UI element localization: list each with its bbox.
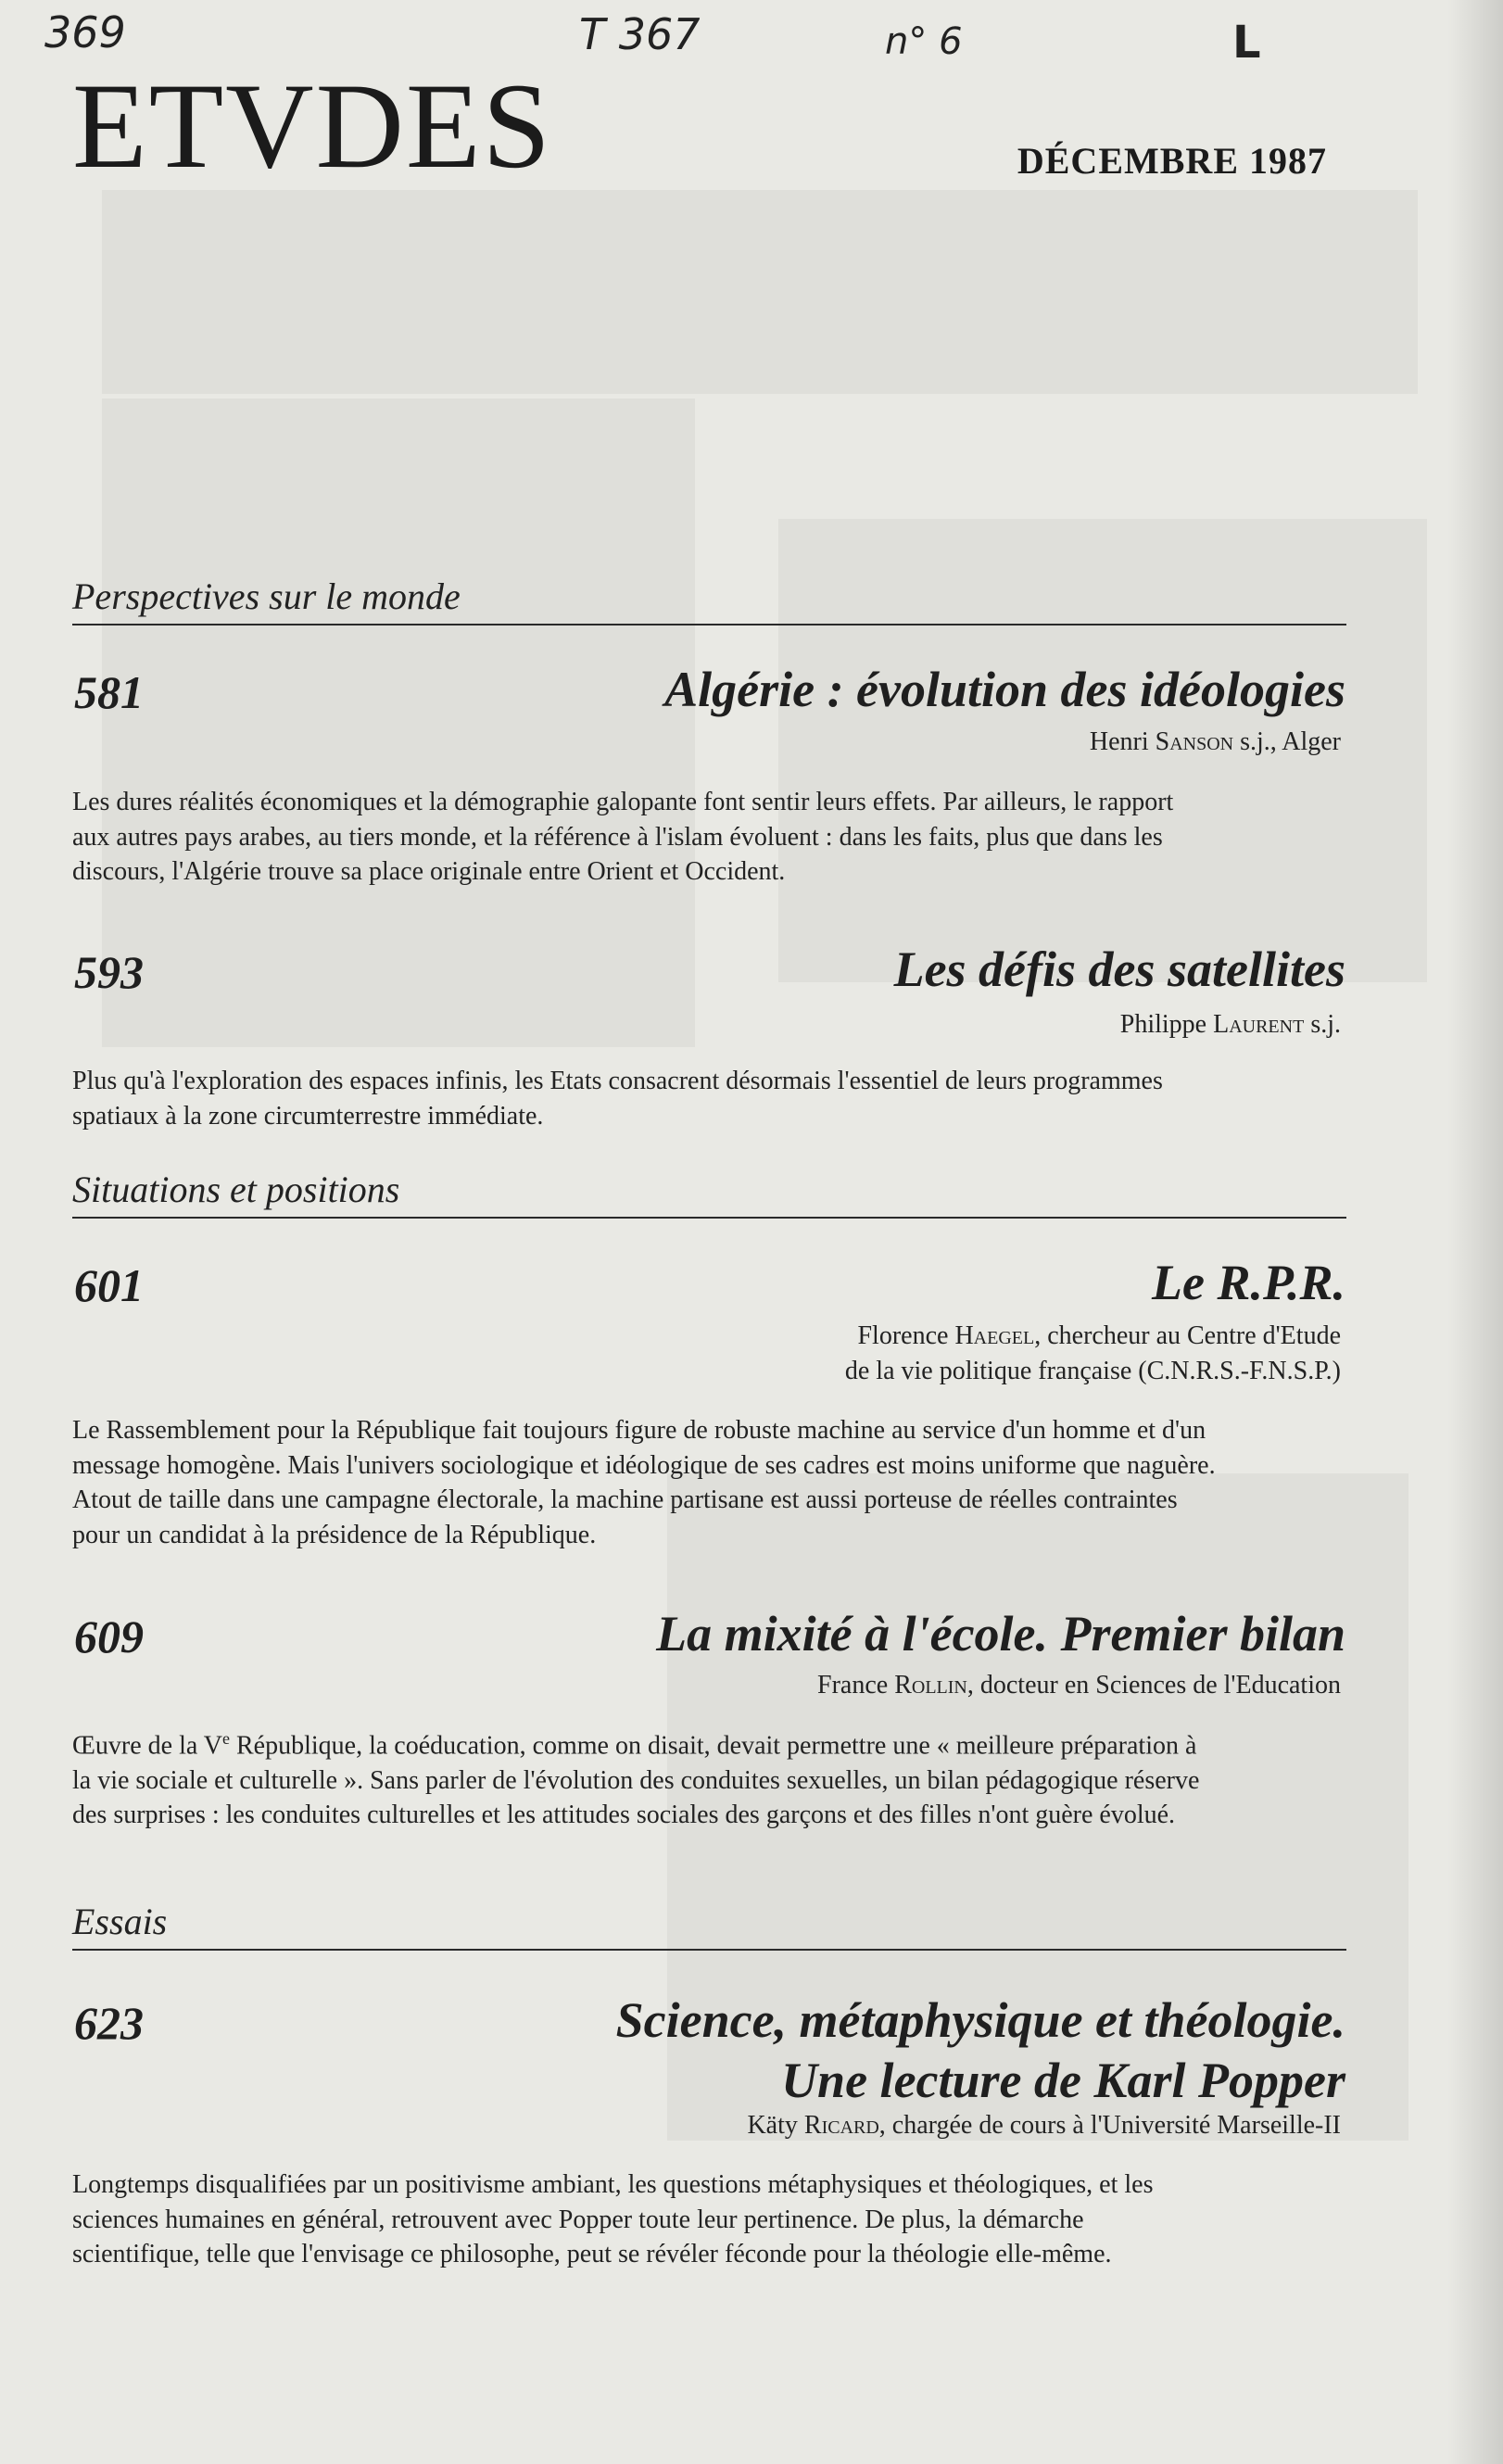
article-summary: Plus qu'à l'exploration des espaces infinis, les Etats consacrent désormais l'essentiel de leurs programmes spatiaux à la zone circumterrestre immédiate. (72, 1067, 1163, 1131)
article-summary: Le Rassemblement pour la République fait toujours figure de robuste machine au service d'un homme et d'un message homogène. Mais l'univers sociologique et idéologique de ses cadres est moins uniforme que naguère. Atout de taille dans une campagne électorale, la machine partisane est aussi porteuse de réelles contraintes pour un candidat à la présidence de la République. (72, 1416, 1216, 1549)
article-author (845, 1319, 1341, 1389)
author-affiliation: , docteur en Sciences de l'Education (966, 1671, 1341, 1700)
author-line (1120, 1007, 1341, 1042)
article-author (1120, 1007, 1341, 1042)
article-title-text: Les défis des satellites (893, 941, 1345, 997)
article-title-line-1: Science, métaphysique et théologie. (615, 1992, 1345, 2048)
author-line (747, 2108, 1341, 2143)
author-line (1090, 725, 1341, 760)
author-name: Philippe (1119, 1010, 1207, 1039)
article-title-text: Le R.P.R. (1151, 1255, 1345, 1310)
article-title (894, 940, 1345, 1000)
article-title-text: La mixité à l'école. Premier bilan (656, 1606, 1345, 1662)
author-affiliation: , chargée de cours à l'Université Marseille-II (878, 2111, 1341, 2140)
author-name: Käty (747, 2111, 798, 2140)
summary-text-rest: République, la coéducation, comme on disait, devait permettre une « meilleure préparation à la vie sociale et culturelle ». Sans parler de l'évolution des conduites sexuelles, un bilan pédagogique réserve des surprises : les conduites culturelles et les attitudes sociales des garçons et des filles n'ont guère évolué. (72, 1731, 1200, 1830)
author-name: France (817, 1671, 889, 1700)
article-summary: Longtemps disqualifiées par un positivisme ambiant, les questions métaphysiques et théologiques, et les sciences humaines en général, retrouvent avec Popper toute leur pertinence. De plus, la démarche scientifique, telle que l'envisage ce philosophe, peut se révéler féconde pour la théologie elle-même. (72, 2170, 1154, 2269)
section-heading-perspectives: Perspectives sur le monde (72, 575, 1346, 625)
article-page-number: 593 (74, 946, 144, 998)
article-title (664, 660, 1345, 720)
article-author (817, 1668, 1341, 1703)
author-line (845, 1319, 1341, 1354)
author-name: Henri (1089, 727, 1149, 756)
article-author (1090, 725, 1341, 760)
handwritten-note-left: 369 (44, 7, 126, 57)
article-title-text: Algérie : évolution des idéologies (664, 662, 1345, 717)
handwritten-note-number: n° 6 (885, 20, 963, 63)
summary-superscript: e (222, 1729, 230, 1748)
article-title (656, 1604, 1345, 1664)
handwritten-note-right: L (1232, 17, 1261, 69)
author-surname: Rollin (894, 1671, 967, 1700)
author-line (817, 1668, 1341, 1703)
author-affiliation: s.j., Alger (1240, 727, 1341, 756)
bleed-through-banner (102, 190, 1418, 394)
author-affiliation: s.j. (1310, 1010, 1341, 1039)
author-name: Florence (857, 1321, 949, 1350)
author-surname: Haegel (954, 1321, 1035, 1350)
section-heading-situations: Situations et positions (72, 1168, 1346, 1219)
author-line-2: de la vie politique française (C.N.R.S.-F.N.S.P.) (844, 1356, 1341, 1385)
author-surname: Sanson (1155, 727, 1234, 756)
bleed-through-panel (102, 398, 695, 1047)
article-title (1152, 1253, 1345, 1313)
handwritten-note-center: T 367 (579, 9, 701, 59)
summary-text-start: Œuvre de la V (72, 1731, 222, 1761)
article-page-number: 601 (74, 1259, 144, 1311)
section-heading-essais: Essais (72, 1900, 1346, 1951)
journal-masthead: ETVDES (72, 57, 552, 194)
article-page-number: 581 (74, 666, 144, 718)
article-title (616, 1990, 1345, 2111)
article-author (747, 2108, 1341, 2143)
article-summary (72, 1727, 1217, 1833)
article-title-line-2: Une lecture de Karl Popper (781, 2052, 1345, 2108)
author-affiliation: , chercheur au Centre d'Etude (1034, 1321, 1341, 1350)
article-summary: Les dures réalités économiques et la démographie galopante font sentir leurs effets. Par ailleurs, le rapport aux autres pays arabes, au tiers monde, et la référence à l'islam évoluent : dans les faits, plus que dans les discours, l'Algérie trouve sa place originale entre Orient et Occident. (72, 788, 1174, 887)
page-edge-shadow (1447, 0, 1503, 2464)
author-surname: Laurent (1213, 1010, 1305, 1039)
article-page-number: 623 (74, 1997, 144, 2049)
author-surname: Ricard (803, 2111, 879, 2140)
issue-date: DÉCEMBRE 1987 (1017, 140, 1327, 182)
article-page-number: 609 (74, 1611, 144, 1662)
